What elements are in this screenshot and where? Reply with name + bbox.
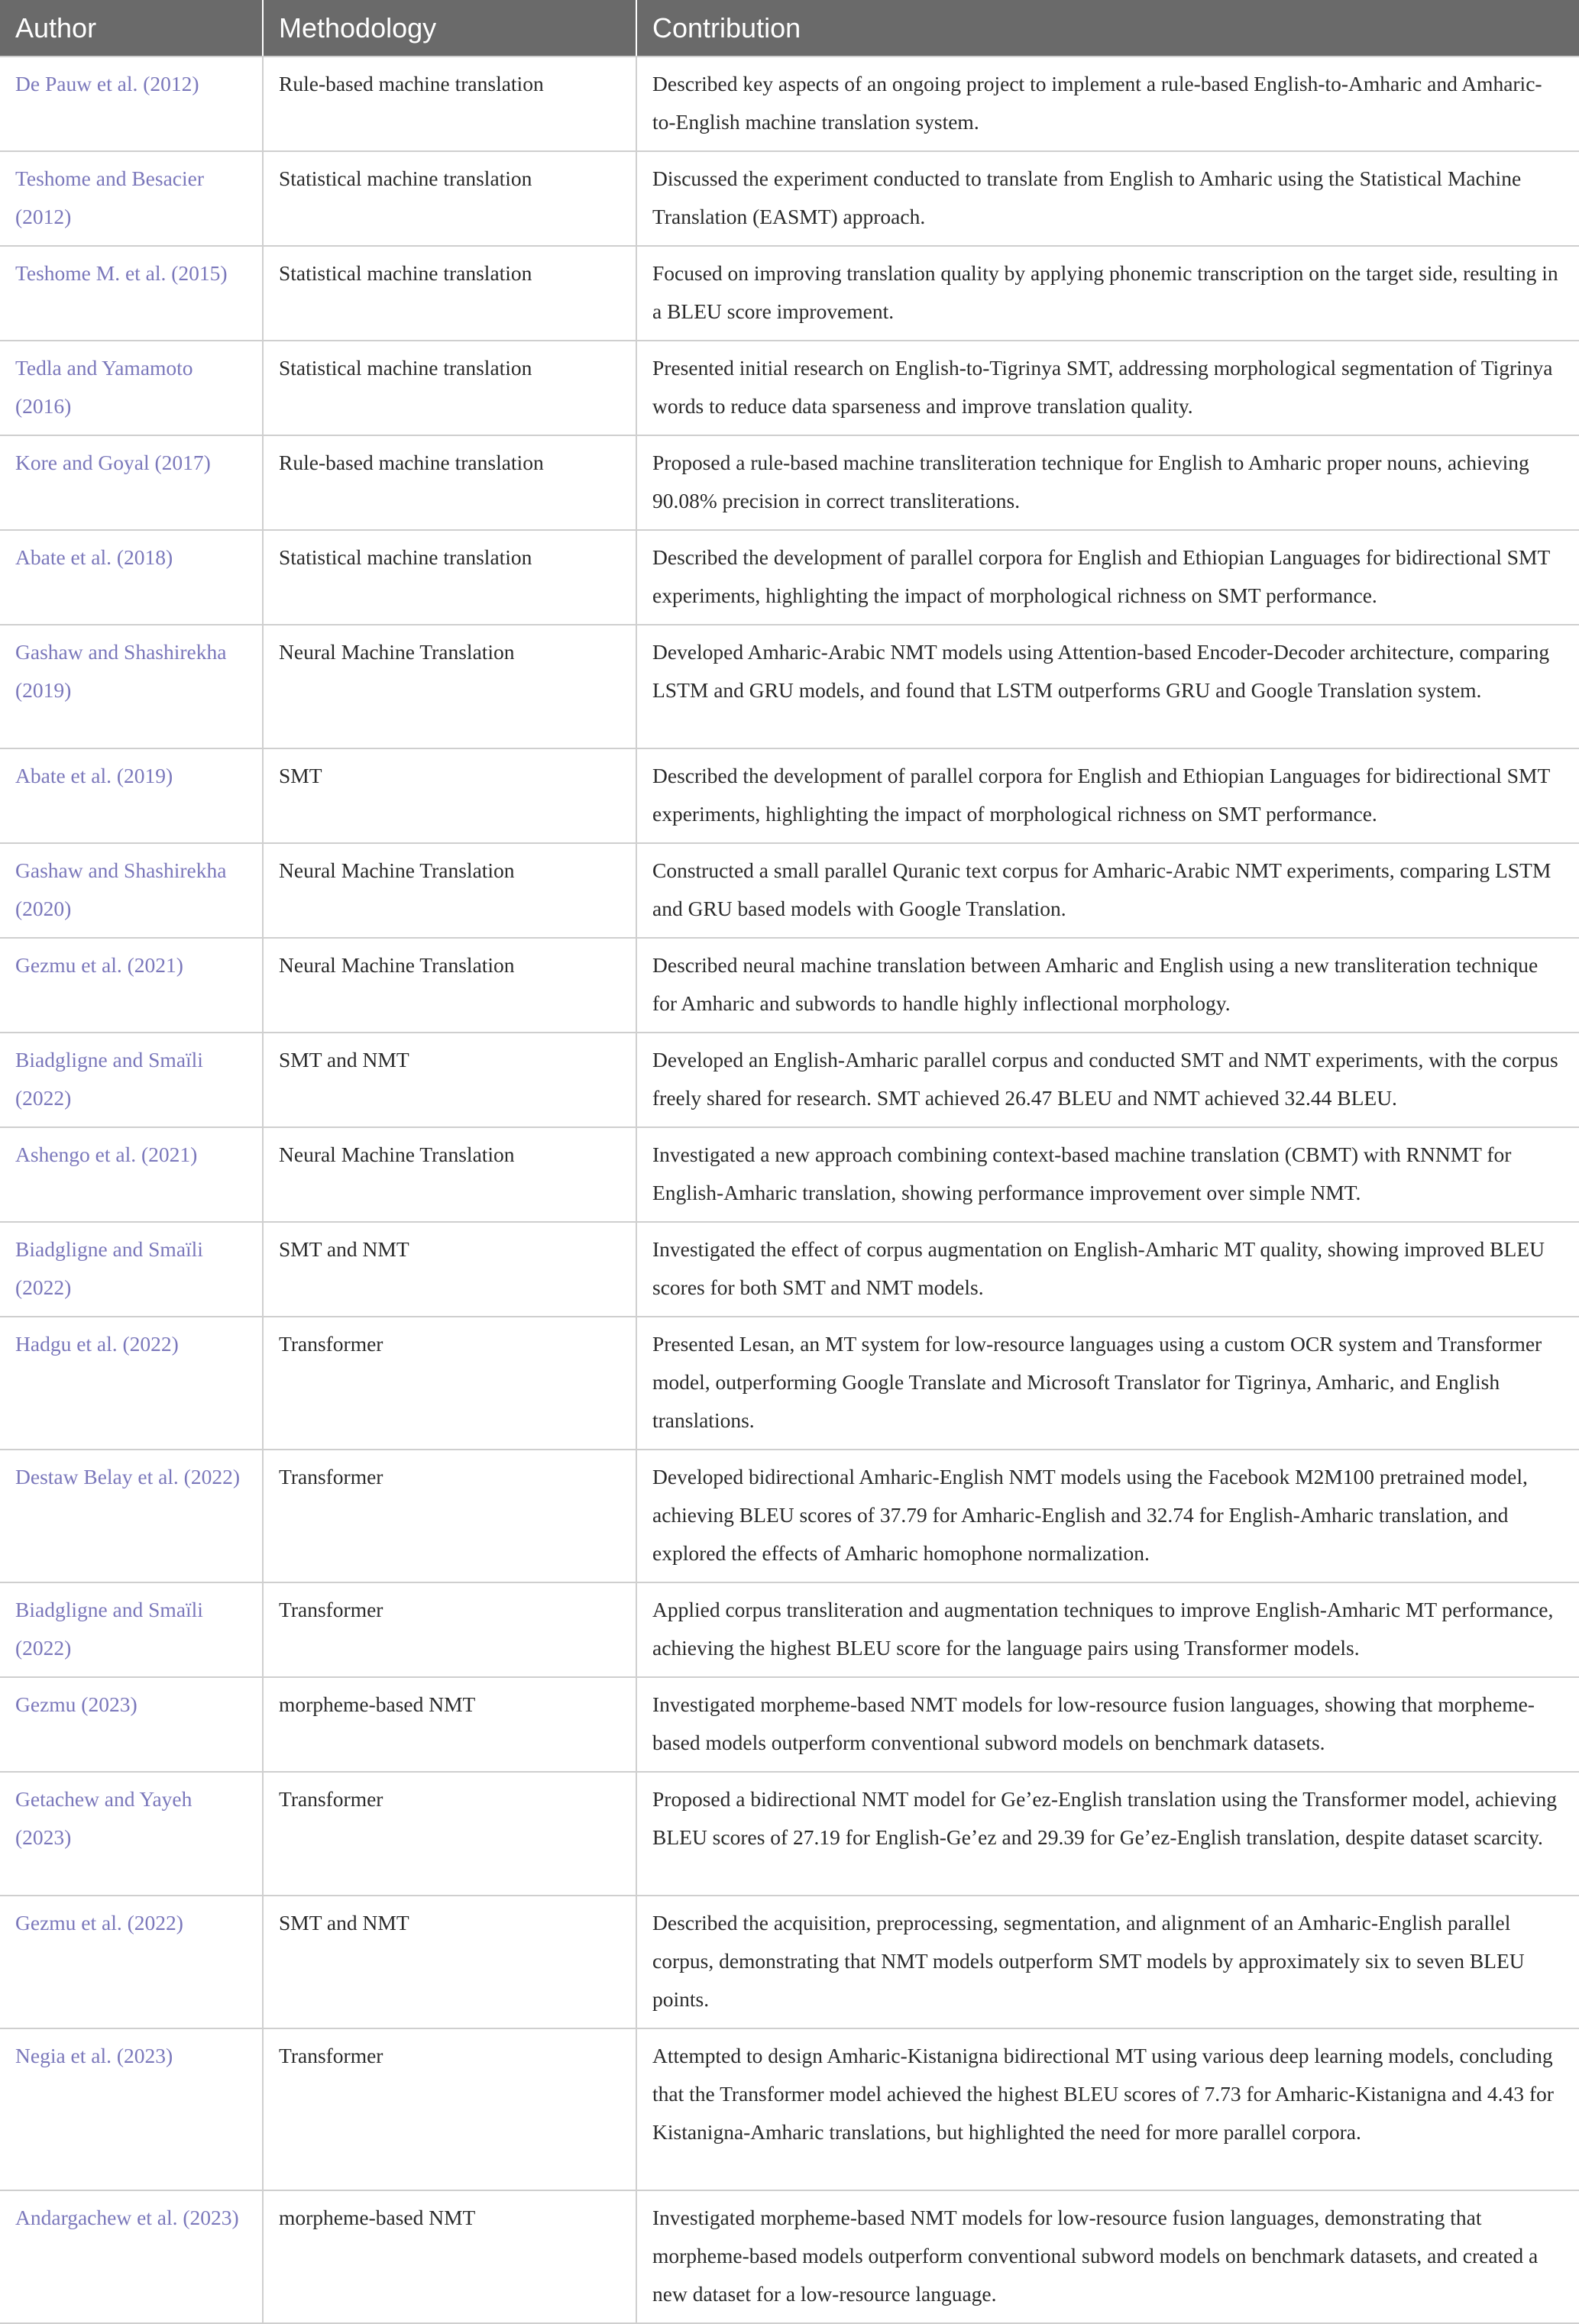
- table-row: [0, 843, 1579, 938]
- table-row: [0, 1127, 1579, 1222]
- author-link[interactable]: Teshome M. et al. (2015): [0, 246, 263, 341]
- author-link[interactable]: Hadgu et al. (2022): [0, 1317, 263, 1450]
- methodology-cell: Transformer: [263, 1582, 636, 1677]
- methodology-cell: Transformer: [263, 1317, 636, 1450]
- methodology-cell: Transformer: [263, 1772, 636, 1896]
- header-contribution: Contribution: [636, 0, 1579, 57]
- table-row: [0, 57, 1579, 151]
- contribution-cell: Investigated a new approach combining context-based machine translation (CBMT) with RNNMT for English-Amharic translation, showing performance improvement over simple NMT.: [636, 1127, 1579, 1222]
- methodology-cell: morpheme-based NMT: [263, 1677, 636, 1772]
- contribution-cell: Developed bidirectional Amharic-English NMT models using the Facebook M2M100 pretrained model, achieving BLEU scores of 37.79 for Amharic-English and 32.74 for English-Amharic translation, and explored the effects of Amharic homophone normalization.: [636, 1450, 1579, 1582]
- table-row: [0, 1317, 1579, 1450]
- table-row: [0, 1222, 1579, 1317]
- table-header: [0, 0, 1579, 57]
- author-link[interactable]: Negia et al. (2023): [0, 2028, 263, 2190]
- table-row: [0, 625, 1579, 748]
- author-link[interactable]: Gezmu (2023): [0, 1677, 263, 1772]
- methodology-cell: SMT: [263, 748, 636, 843]
- methodology-cell: Statistical machine translation: [263, 530, 636, 625]
- contribution-cell: Investigated the effect of corpus augmentation on English-Amharic MT quality, showing improved BLEU scores for both SMT and NMT models.: [636, 1222, 1579, 1317]
- table-row: [0, 341, 1579, 435]
- table-row: [0, 1772, 1579, 1896]
- table-row: [0, 1896, 1579, 2028]
- contribution-cell: Discussed the experiment conducted to translate from English to Amharic using the Statistical Machine Translation (EASMT) approach.: [636, 151, 1579, 246]
- methodology-cell: SMT and NMT: [263, 1222, 636, 1317]
- author-link[interactable]: Gashaw and Shashirekha (2020): [0, 843, 263, 938]
- contribution-cell: Described neural machine translation between Amharic and English using a new transliteration technique for Amharic and subwords to handle highly inflectional morphology.: [636, 938, 1579, 1033]
- author-link[interactable]: Teshome and Besacier (2012): [0, 151, 263, 246]
- methodology-cell: Neural Machine Translation: [263, 843, 636, 938]
- methodology-cell: Rule-based machine translation: [263, 57, 636, 151]
- table-body: [0, 57, 1579, 2323]
- methodology-cell: SMT and NMT: [263, 1896, 636, 2028]
- contribution-cell: Described the development of parallel corpora for English and Ethiopian Languages for bidirectional SMT experiments, highlighting the impact of morphological richness on SMT performance.: [636, 530, 1579, 625]
- author-link[interactable]: Getachew and Yayeh (2023): [0, 1772, 263, 1896]
- table-row: [0, 435, 1579, 530]
- contribution-cell: Focused on improving translation quality by applying phonemic transcription on the target side, resulting in a BLEU score improvement.: [636, 246, 1579, 341]
- author-link[interactable]: Abate et al. (2019): [0, 748, 263, 843]
- header-author: Author: [0, 0, 263, 57]
- contribution-cell: Developed an English-Amharic parallel corpus and conducted SMT and NMT experiments, with the corpus freely shared for research. SMT achieved 26.47 BLEU and NMT achieved 32.44 BLEU.: [636, 1033, 1579, 1127]
- author-link[interactable]: Biadgligne and Smaïli (2022): [0, 1222, 263, 1317]
- table-row: [0, 1033, 1579, 1127]
- table-row: [0, 530, 1579, 625]
- author-link[interactable]: Biadgligne and Smaïli (2022): [0, 1582, 263, 1677]
- table-row: [0, 1582, 1579, 1677]
- table-row: [0, 1450, 1579, 1582]
- methodology-cell: Statistical machine translation: [263, 246, 636, 341]
- author-link[interactable]: Ashengo et al. (2021): [0, 1127, 263, 1222]
- table-row: [0, 2190, 1579, 2323]
- author-link[interactable]: Gezmu et al. (2021): [0, 938, 263, 1033]
- contribution-cell: Presented initial research on English-to-Tigrinya SMT, addressing morphological segmentation of Tigrinya words to reduce data sparseness and improve translation quality.: [636, 341, 1579, 435]
- table-row: [0, 246, 1579, 341]
- contribution-cell: Proposed a bidirectional NMT model for Geʼez-English translation using the Transformer model, achieving BLEU scores of 27.19 for English-Geʼez and 29.39 for Geʼez-English translation, despite dataset scarcity.: [636, 1772, 1579, 1896]
- contribution-cell: Applied corpus transliteration and augmentation techniques to improve English-Amharic MT performance, achieving the highest BLEU score for the language pairs using Transformer models.: [636, 1582, 1579, 1677]
- contribution-cell: Described key aspects of an ongoing project to implement a rule-based English-to-Amharic and Amharic-to-English machine translation system.: [636, 57, 1579, 151]
- contribution-cell: Proposed a rule-based machine transliteration technique for English to Amharic proper nouns, achieving 90.08% precision in correct transliterations.: [636, 435, 1579, 530]
- author-link[interactable]: Kore and Goyal (2017): [0, 435, 263, 530]
- methodology-cell: Rule-based machine translation: [263, 435, 636, 530]
- author-link[interactable]: Tedla and Yamamoto (2016): [0, 341, 263, 435]
- table-row: [0, 1677, 1579, 1772]
- header-methodology: Methodology: [263, 0, 636, 57]
- table-row: [0, 938, 1579, 1033]
- methodology-cell: Neural Machine Translation: [263, 625, 636, 748]
- contribution-cell: Investigated morpheme-based NMT models for low-resource fusion languages, showing that morpheme-based models outperform conventional subword models on benchmark datasets.: [636, 1677, 1579, 1772]
- author-link[interactable]: De Pauw et al. (2012): [0, 57, 263, 151]
- contribution-cell: Developed Amharic-Arabic NMT models using Attention-based Encoder-Decoder architecture, comparing LSTM and GRU models, and found that LSTM outperforms GRU and Google Translation system.: [636, 625, 1579, 748]
- contribution-cell: Constructed a small parallel Quranic text corpus for Amharic-Arabic NMT experiments, comparing LSTM and GRU based models with Google Translation.: [636, 843, 1579, 938]
- table-row: [0, 2028, 1579, 2190]
- methodology-cell: Neural Machine Translation: [263, 938, 636, 1033]
- methodology-cell: Statistical machine translation: [263, 341, 636, 435]
- contribution-cell: Described the acquisition, preprocessing, segmentation, and alignment of an Amharic-English parallel corpus, demonstrating that NMT models outperform SMT models by approximately six to seven BLEU points.: [636, 1896, 1579, 2028]
- methodology-cell: Transformer: [263, 1450, 636, 1582]
- methodology-cell: morpheme-based NMT: [263, 2190, 636, 2323]
- methodology-cell: SMT and NMT: [263, 1033, 636, 1127]
- methodology-cell: Statistical machine translation: [263, 151, 636, 246]
- methodology-cell: Transformer: [263, 2028, 636, 2190]
- author-link[interactable]: Biadgligne and Smaïli (2022): [0, 1033, 263, 1127]
- author-link[interactable]: Abate et al. (2018): [0, 530, 263, 625]
- author-link[interactable]: Gezmu et al. (2022): [0, 1896, 263, 2028]
- table-row: [0, 151, 1579, 246]
- contribution-cell: Presented Lesan, an MT system for low-resource languages using a custom OCR system and Transformer model, outperforming Google Translate and Microsoft Translator for Tigrinya, Amharic, and English translations.: [636, 1317, 1579, 1450]
- contribution-cell: Described the development of parallel corpora for English and Ethiopian Languages for bidirectional SMT experiments, highlighting the impact of morphological richness on SMT performance.: [636, 748, 1579, 843]
- contribution-cell: Attempted to design Amharic-Kistanigna bidirectional MT using various deep learning models, concluding that the Transformer model achieved the highest BLEU scores of 7.73 for Amharic-Kistanigna and 4.43 for Kistanigna-Amharic translations, but highlighted the need for more parallel corpora.: [636, 2028, 1579, 2190]
- table-row: [0, 748, 1579, 843]
- author-link[interactable]: Destaw Belay et al. (2022): [0, 1450, 263, 1582]
- author-link[interactable]: Gashaw and Shashirekha (2019): [0, 625, 263, 748]
- methodology-cell: Neural Machine Translation: [263, 1127, 636, 1222]
- author-link[interactable]: Andargachew et al. (2023): [0, 2190, 263, 2323]
- header-row: [0, 0, 1579, 57]
- contribution-cell: Investigated morpheme-based NMT models for low-resource fusion languages, demonstrating that morpheme-based models outperform conventional subword models on benchmark datasets, and created a new dataset for a low-resource language.: [636, 2190, 1579, 2323]
